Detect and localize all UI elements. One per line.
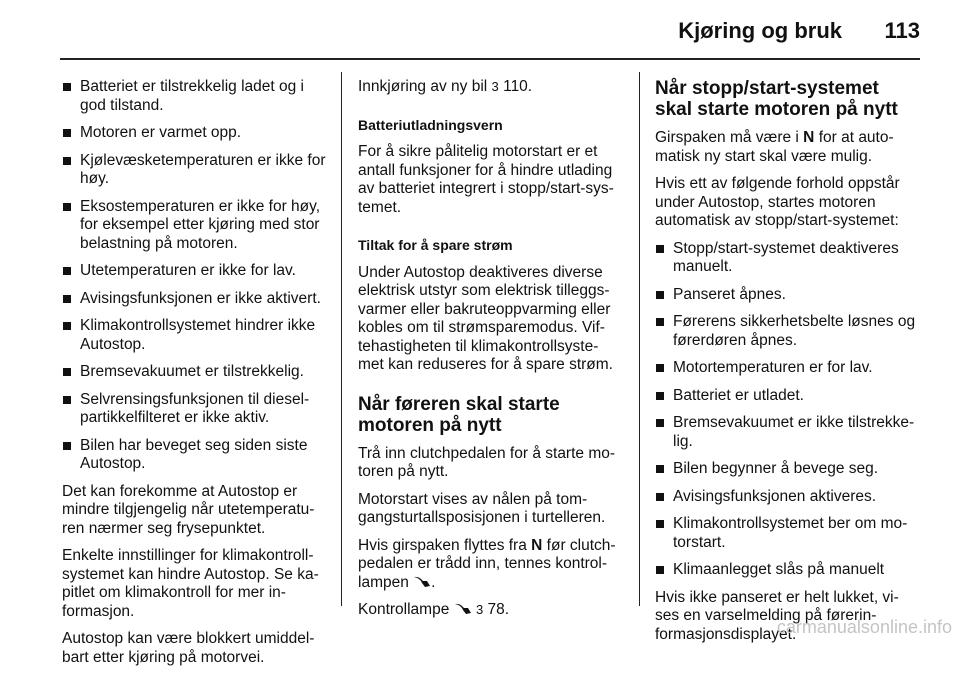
column-1 bbox=[62, 78, 328, 676]
list-item: Klimakontrollsystemet hindrer ikke Autostop. bbox=[62, 317, 328, 354]
paragraph: Under Autostop deaktiveres diverse elektrisk utstyr som elektrisk tilleggs-varmer eller bakruteoppvarming eller kobles om til strømsparemodus. Vif-tehastigheten til klimakontrollsyste-met kan reduseres for å spare strøm. bbox=[358, 263, 613, 373]
intro-text: Innkjøring av ny bil bbox=[358, 78, 488, 95]
conditions-list bbox=[62, 78, 328, 474]
page-reference-icon: 3 bbox=[491, 79, 499, 94]
list-item: Førerens sikkerhetsbelte løsnes og førerdøren åpnes. bbox=[655, 313, 921, 350]
intro-paragraph bbox=[358, 78, 624, 97]
list-item: Kjølevæsketemperaturen er ikke for høy. bbox=[62, 152, 328, 189]
list-item: Avisingsfunksjonen er ikke aktivert. bbox=[62, 290, 328, 309]
page-reference[interactable]: 78. bbox=[487, 601, 510, 618]
paragraph: Motorstart vises av nålen på tom-gangsturtallsposisjonen i turtelleren. bbox=[358, 490, 606, 526]
list-item: Eksostemperaturen er ikke for høy, for eksempel etter kjøring med stor belastning på motoren. bbox=[62, 198, 328, 254]
list-item: Utetemperaturen er ikke for lav. bbox=[62, 262, 328, 281]
paragraph: Kontrollampe 3 78. bbox=[358, 601, 510, 618]
paragraph: Hvis girspaken flyttes fra N før clutch-pedalen er trådd inn, tennes kontrol-lampen . bbox=[358, 536, 616, 591]
gear-neutral-label: N bbox=[531, 536, 543, 554]
column-divider bbox=[639, 72, 640, 606]
list-item: Motortemperaturen er for lav. bbox=[655, 359, 921, 378]
page-number: 113 bbox=[884, 18, 920, 43]
paragraph: Det kan forekomme at Autostop er mindre tilgjengelig når utetemperatu-ren nærmer seg frysepunktet. bbox=[62, 482, 315, 537]
engine-control-lamp-icon bbox=[454, 602, 472, 616]
page-reference[interactable]: 110. bbox=[503, 78, 533, 95]
paragraph: Girspaken må være i N for at auto-matisk ny start skal være mulig. bbox=[655, 129, 894, 165]
list-item: Batteriet er utladet. bbox=[655, 387, 921, 406]
section-title: Kjøring og bruk bbox=[678, 18, 842, 43]
list-item: Bilen begynner å bevege seg. bbox=[655, 460, 921, 479]
column-2 bbox=[358, 78, 624, 629]
list-item: Panseret åpnes. bbox=[655, 286, 921, 305]
column-divider bbox=[341, 72, 342, 606]
paragraph: Hvis ikke panseret er helt lukket, vi-ses en varselmelding på førerin-formasjonsdisplayet. bbox=[655, 588, 899, 643]
paragraph: Autostop kan være blokkert umiddel-bart etter kjøring på motorvei. bbox=[62, 630, 315, 666]
list-item: Klimaanlegget slås på manuelt bbox=[655, 561, 921, 580]
watermark: carmanualsonline.info bbox=[776, 617, 952, 637]
column-3 bbox=[655, 78, 921, 653]
page-reference-icon: 3 bbox=[475, 602, 484, 617]
restart-conditions-list bbox=[655, 240, 921, 580]
list-item: Bremsevakuumet er ikke tilstrekke-lig. bbox=[655, 414, 921, 451]
paragraph: For å sikre pålitelig motorstart er et antall funksjoner for å hindre utlading av batteriet integrert i stopp/start-sys-temet. bbox=[358, 143, 614, 216]
subheading: Batteriutladningsvern bbox=[358, 116, 503, 133]
list-item: Motoren er varmet opp. bbox=[62, 124, 328, 143]
list-item: Stopp/start-systemet deaktiveres manuelt. bbox=[655, 240, 921, 277]
list-item: Bremsevakuumet er tilstrekkelig. bbox=[62, 363, 328, 382]
list-item: Batteriet er tilstrekkelig ladet og i god tilstand. bbox=[62, 78, 328, 115]
gear-neutral-label: N bbox=[803, 129, 815, 146]
subheading: Tiltak for å spare strøm bbox=[358, 237, 513, 253]
paragraph: Trå inn clutchpedalen for å starte mo-toren på nytt. bbox=[358, 444, 616, 480]
section-heading: Når stopp/start-systemet skal starte motoren på nytt bbox=[655, 78, 898, 120]
list-item: Avisingsfunksjonen aktiveres. bbox=[655, 488, 921, 507]
list-item: Klimakontrollsystemet ber om mo-torstart. bbox=[655, 515, 921, 552]
engine-control-lamp-icon bbox=[413, 575, 431, 589]
paragraph: Hvis ett av følgende forhold oppstår under Autostop, startes motoren automatisk av stopp/start-systemet: bbox=[655, 175, 900, 229]
paragraph: Enkelte innstillinger for klimakontroll-systemet kan hindre Autostop. Se ka-pitlet om klimakontroll for mer in-formasjon. bbox=[62, 547, 319, 620]
list-item: Selvrensingsfunksjonen til diesel-partikkelfilteret er ikke aktiv. bbox=[62, 391, 328, 428]
header-divider bbox=[60, 58, 920, 60]
section-heading: Når føreren skal starte motoren på nytt bbox=[358, 393, 560, 436]
list-item: Bilen har beveget seg siden siste Autostop. bbox=[62, 437, 328, 474]
